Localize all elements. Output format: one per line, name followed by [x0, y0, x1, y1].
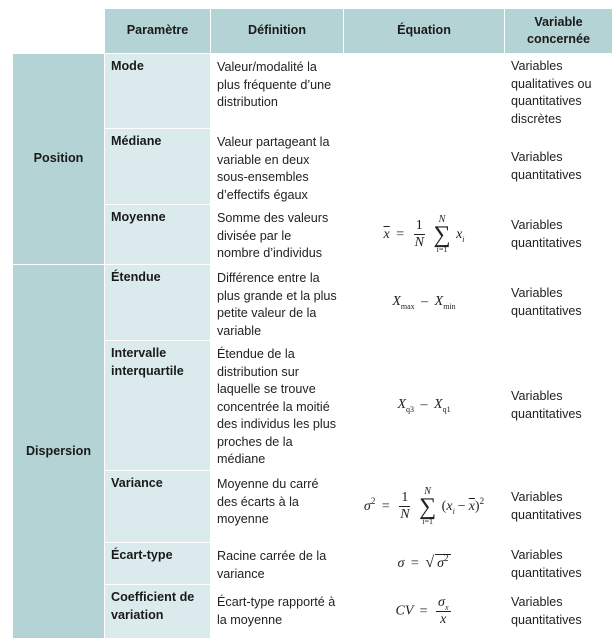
param-cell: Coefficient de variation [105, 585, 211, 639]
eq-symbol: N [424, 485, 431, 497]
param-cell: Mode [105, 54, 211, 129]
param-cell: Moyenne [105, 205, 211, 265]
eq-symbol: CV [395, 603, 414, 619]
definition-cell: Somme des valeurs divisée par le nombre d’individus [211, 205, 344, 265]
variable-cell: Variables quantitatives [505, 129, 613, 205]
equation-iqr [344, 341, 505, 471]
eq-symbol: i=1 [422, 517, 433, 527]
eq-symbol: i [452, 506, 455, 516]
eq-symbol: X [434, 294, 444, 310]
definition-cell: Écart-type rapporté à la moyenne [211, 585, 344, 639]
equation-cell-empty [344, 54, 505, 129]
table-row [13, 54, 613, 129]
eq-symbol: N [400, 507, 410, 522]
definition-cell: Racine carrée de la variance [211, 543, 344, 585]
param-cell: Intervalle interquartile [105, 341, 211, 471]
equation-cell-empty [344, 129, 505, 205]
equation-cv: CV = $\frac{\sigma_x}{x}$ [344, 585, 505, 639]
header-blank-cell [13, 9, 105, 54]
header-row [13, 9, 613, 54]
equation-etendue [344, 265, 505, 341]
equation-ecart-type: σ = √ $\sigma^2$ [344, 543, 505, 585]
eq-symbol: $\overline{x}$ [383, 226, 390, 242]
eq-symbol: X [392, 294, 401, 310]
variable-cell: Variables quantitatives [505, 543, 613, 585]
eq-symbol: σ [438, 595, 445, 610]
eq-symbol: 1 [415, 218, 423, 233]
variable-cell: Variables quantitatives [505, 471, 613, 543]
header-variable: Variable concernée [505, 9, 613, 54]
variable-cell: Variables quantitatives [505, 341, 613, 471]
eq-symbol: 2 [479, 495, 485, 506]
variable-cell: Variables quantitatives [505, 205, 613, 265]
definition-cell: Valeur partageant la variable en deux sous-ensembles d’effectifs égaux [211, 129, 344, 205]
eq-symbol: 2 [444, 552, 449, 563]
param-cell: Médiane [105, 129, 211, 205]
table-row [13, 265, 613, 341]
eq-symbol: 1 [401, 490, 409, 505]
definition-cell: Différence entre la plus grande et la plus petite valeur de la variable [211, 265, 344, 341]
eq-symbol: max [400, 302, 415, 312]
eq-symbol: σ [437, 555, 444, 571]
eq-symbol: q3 [406, 405, 414, 415]
group-position: Position [13, 54, 105, 265]
eq-symbol: x [456, 226, 463, 242]
eq-symbol: – [421, 294, 429, 310]
eq-symbol: N [414, 235, 424, 250]
definition-cell: Étendue de la distribution sur laquelle se trouve concentrée la moitié des individus les plus proches de la médiane [211, 341, 344, 471]
param-cell: Variance [105, 471, 211, 543]
group-dispersion: Dispersion [13, 265, 105, 639]
equation-moyenne: $\overline{x}$ = $\frac{1}{N}$ N ∑ i=1 $x_i$ [344, 205, 505, 265]
eq-symbol: q1 [442, 405, 451, 415]
param-cell: Écart-type [105, 543, 211, 585]
eq-symbol: – [420, 397, 428, 413]
eq-symbol: i [462, 234, 465, 244]
header-definition: Définition [211, 9, 344, 54]
eq-symbol: i=1 [436, 245, 448, 255]
eq-symbol: 2 [370, 495, 376, 506]
param-cell: Étendue [105, 265, 211, 341]
variable-cell: Variables quantitatives [505, 585, 613, 639]
equation-variance: $\sigma^2$ = $\frac{1}{N}$ N ∑ i=1 $(x_i - \overline{x})^2$ [344, 471, 505, 543]
eq-symbol: N [438, 213, 446, 225]
definition-cell: Moyenne du carré des écarts à la moyenne [211, 471, 344, 543]
statistics-table [12, 8, 613, 639]
eq-symbol: X [434, 397, 443, 413]
eq-symbol: X [397, 397, 406, 413]
eq-symbol: σ [363, 498, 371, 514]
eq-symbol: x [446, 498, 453, 514]
eq-symbol: $\overline{x}$ [468, 498, 475, 514]
eq-symbol: x [444, 603, 449, 612]
eq-symbol: σ [397, 555, 405, 571]
definition-cell: Valeur/modalité la plus fréquente d’une distribution [211, 54, 344, 129]
header-parametre: Paramètre [105, 9, 211, 54]
header-equation: Équation [344, 9, 505, 54]
variable-cell: Variables qualitatives ou quantitatives discrètes [505, 54, 613, 129]
eq-symbol: x [440, 612, 447, 627]
variable-cell: Variables quantitatives [505, 265, 613, 341]
eq-symbol: min [443, 302, 456, 312]
